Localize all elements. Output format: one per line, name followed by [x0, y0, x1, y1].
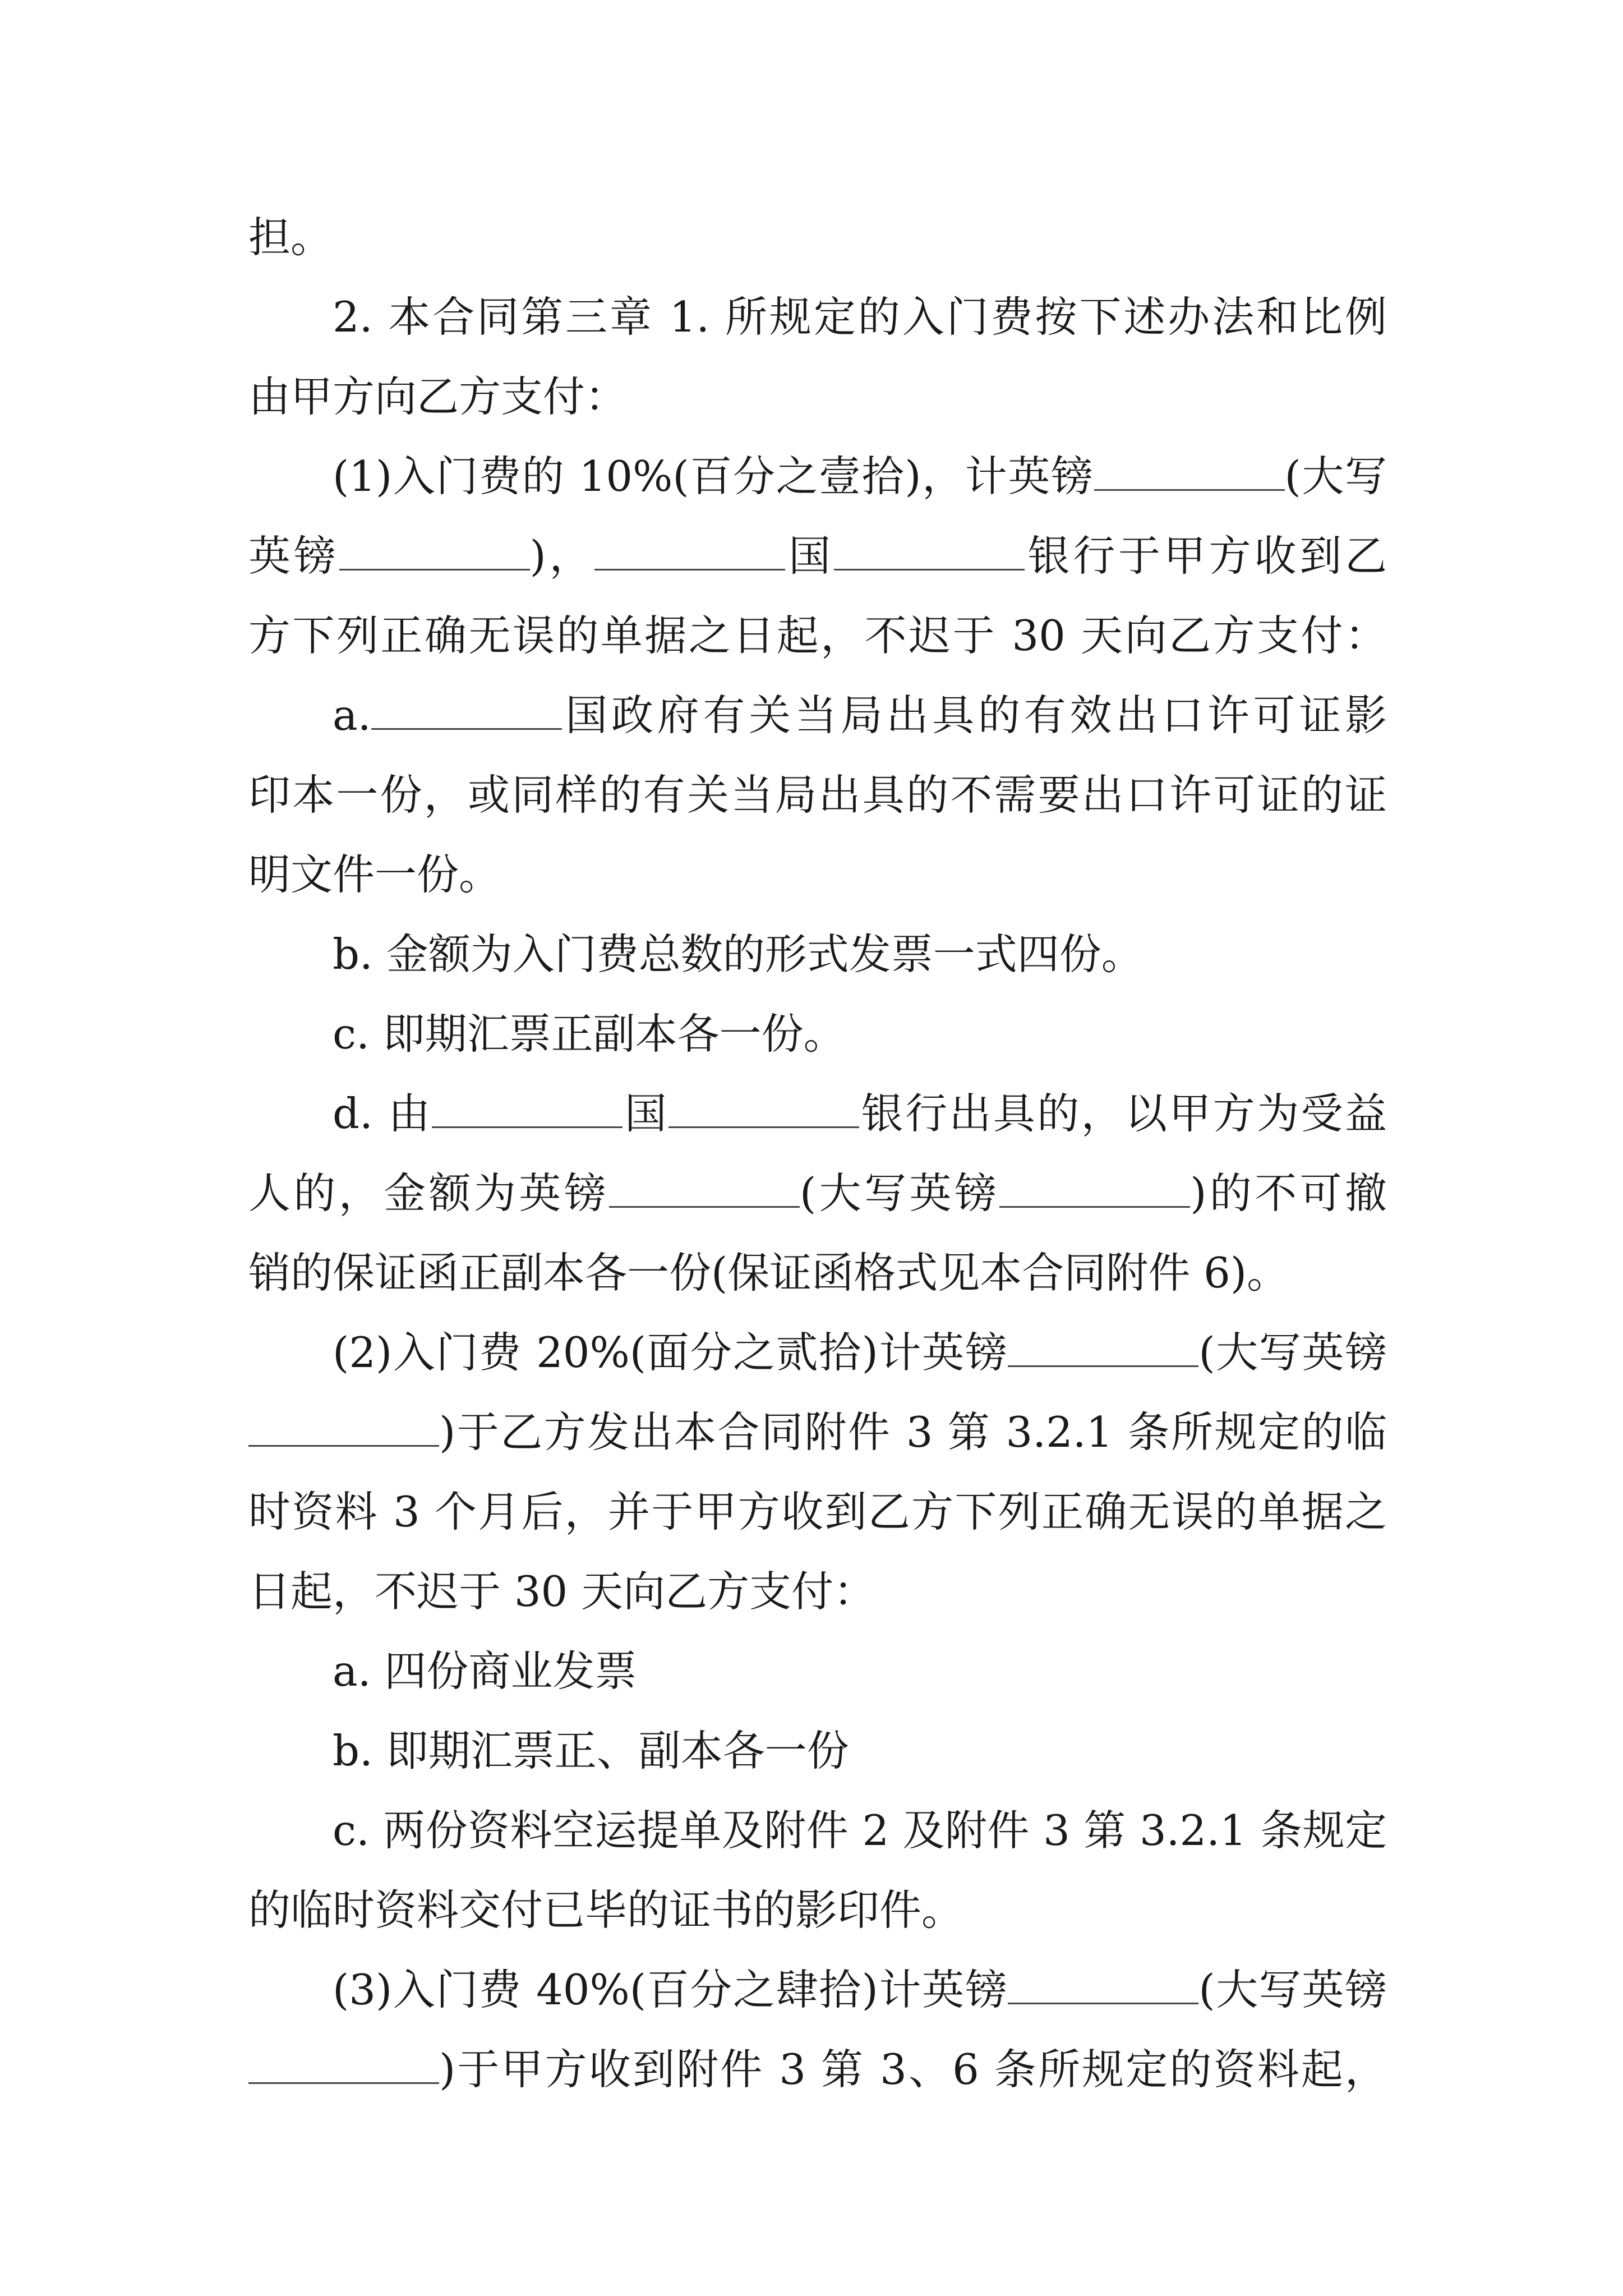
fill-in-blank	[339, 563, 530, 570]
text-line: b. 即期汇票正、副本各一份	[333, 1726, 849, 1775]
text-line: 明文件一份。	[248, 850, 501, 899]
text-line: 印本一份，或同样的有关当局出具的不需要出口许可证的证	[248, 770, 1387, 820]
text-line: 方下列正确无误的单据之日起，不迟于 30 天向乙方支付：	[248, 611, 1387, 660]
fill-in-blank	[594, 563, 785, 570]
fill-in-blank	[371, 723, 562, 730]
text-line: 时资料 3 个月后，并于甲方收到乙方下列正确无误的单据之	[248, 1487, 1387, 1536]
text-line: a. 国政府有关当局出具的有效出口许可证影	[333, 691, 1387, 740]
text-line: c. 两份资料空运提单及附件 2 及附件 3 第 3.2.1 条规定	[333, 1806, 1387, 1855]
fill-in-blank	[1094, 484, 1285, 491]
text-line: )于乙方发出本合同附件 3 第 3.2.1 条所规定的临	[248, 1392, 1387, 1472]
text-line: 由甲方向乙方支付：	[248, 372, 628, 421]
fill-in-blank	[609, 1200, 800, 1208]
text-line: 担。	[248, 213, 333, 262]
text-line: b. 金额为入门费总数的形式发票一式四份。	[333, 930, 1144, 979]
text-line: d. 由 国 银行出具的，以甲方为受益	[333, 1089, 1387, 1138]
text-line: (2)入门费 20%(面分之贰拾)计英镑 (大写英镑	[333, 1328, 1387, 1377]
fill-in-blank	[432, 1121, 623, 1128]
text-line: 2. 本合同第三章 1. 所规定的入门费按下述办法和比例	[333, 292, 1387, 342]
text-line: 日起，不迟于 30 天向乙方支付：	[248, 1567, 876, 1616]
fill-in-blank	[248, 2077, 439, 2084]
fill-in-blank	[1008, 1997, 1198, 2004]
fill-in-blank	[248, 1439, 439, 1447]
text-line: c. 即期汇票正副本各一份。	[333, 1009, 846, 1059]
document-page	[248, 197, 1387, 2109]
fill-in-blank	[668, 1121, 859, 1128]
text-line: (3)入门费 40%(百分之肆拾)计英镑 (大写英镑	[333, 1965, 1387, 2014]
text-line: 人的，金额为英镑 (大写英镑 )的不可撤	[248, 1168, 1387, 1218]
text-line: 的临时资料交付已毕的证书的影印件。	[248, 1885, 964, 1935]
text-line: (1)入门费的 10%(百分之壹拾)，计英镑 (大写	[333, 452, 1387, 501]
text-line: a. 四份商业发票	[333, 1646, 637, 1696]
fill-in-blank	[1008, 1360, 1198, 1367]
fill-in-blank	[999, 1200, 1190, 1208]
text-line: 销的保证函正副本各一份(保证函格式见本合同附件 6)。	[248, 1248, 1289, 1297]
fill-in-blank	[834, 563, 1025, 570]
text-line: )于甲方收到附件 3 第 3、6 条所规定的资料起，	[248, 2030, 1387, 2109]
text-line: 英镑 )， 国 银行于甲方收到乙	[248, 531, 1387, 581]
